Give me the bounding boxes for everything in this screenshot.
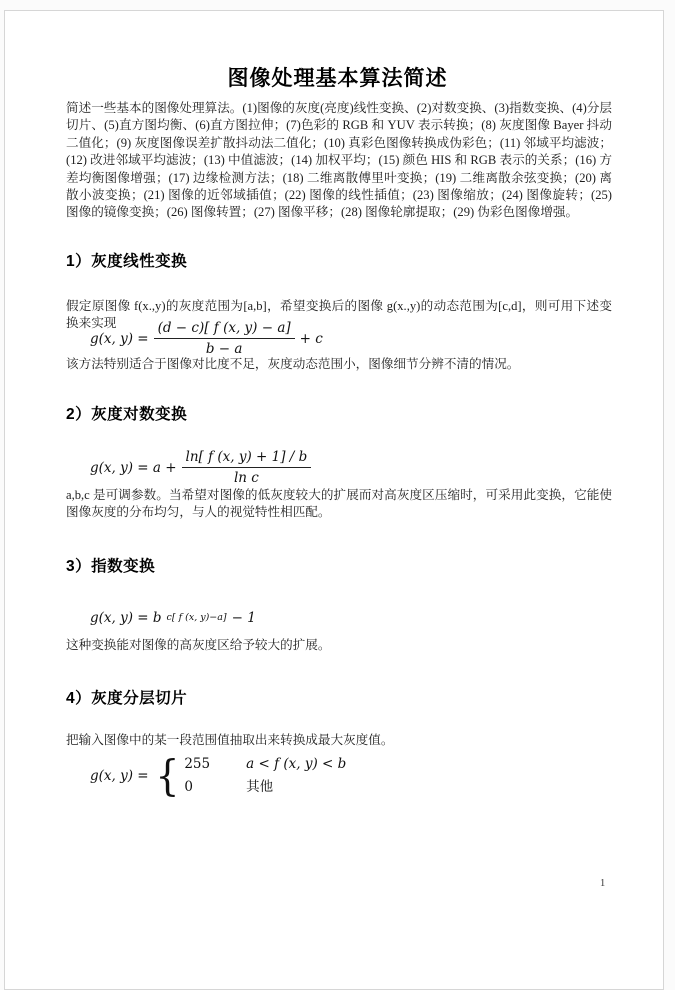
case-2-condition: 其他 xyxy=(246,779,274,796)
section-4-formula xyxy=(90,751,347,800)
fraction-denominator: b − a xyxy=(205,341,243,357)
section-4-intro: 把输入图像中的某一段范围值抽取出来转换成最大灰度值。 xyxy=(66,733,394,747)
section-1-intro: 假定原图像 f(x.,y)的灰度范围为[a,b]，希望变换后的图像 g(x.,y)的动态范围为[c,d]，则可用下述变换来实现 xyxy=(66,299,612,331)
section-2-formula xyxy=(90,449,311,486)
formula-suffix: − 1 xyxy=(231,610,256,626)
section-3-note: 这种变换能对图像的高灰度区给予较大的扩展。 xyxy=(66,638,331,652)
formula-lhs: g(x, y) = xyxy=(90,767,149,784)
document-title: 图像处理基本算法简述 xyxy=(227,66,448,90)
section-1-note: 该方法特别适合于图像对比度不足，灰度动态范围小，图像细节分辨不清的情况。 xyxy=(66,357,520,371)
case-2-value: 0 xyxy=(184,779,193,796)
intro-paragraph: 简述一些基本的图像处理算法。(1)图像的灰度(亮度)线性变换、(2)对数变换、(3)指数变换、(4)分层切片、(5)直方图均衡、(6)直方图拉伸；(7)色彩的 RGB 和 YUV 表示转换；(8) 灰度图像 Bayer 抖动二值化；(9) 灰度图像误差扩散抖动法二值化；(10) 真彩色图像转换成伪彩色；(11) 邻域平均滤波；(12) 改进邻域平均滤波；(13) 中值滤波；(14) 加权平均；(15) 颜色 HIS 和 RGB 表示的关系；(16) 方差均衡图像增强；(17) 边缘检测方法；(18) 二维离散傅里叶变换；(19) 二维离散余弦变换；(20) 离散小波变换；(21) 图像的近邻域插值；(22) 图像的线性插值；(23) 图像缩放；(24) 图像旋转；(25) 图像的镜像变换；(26) 图像转置；(27) 图像平移；(28) 图像轮廓提取；(29) 伪彩色图像增强。 xyxy=(66,101,612,220)
section-2-note: a,b,c 是可调参数。当希望对图像的低灰度较大的扩展而对高灰度区压缩时，可采用此变换，它能使图像灰度的分布均匀，与人的视觉特性相匹配。 xyxy=(66,488,612,520)
formula-base: g(x, y) = b xyxy=(90,610,162,626)
section-4-heading: 4）灰度分层切片 xyxy=(66,690,188,707)
section-1-formula xyxy=(90,320,323,357)
section-3-formula: g(x, y) = b c[ f (x, y)−a] − 1 xyxy=(90,610,256,626)
fraction-numerator: ln[ f (x, y) + 1] / b xyxy=(182,449,312,468)
page-number: 1 xyxy=(600,878,606,889)
section-1-heading: 1）灰度线性变换 xyxy=(66,253,188,270)
fraction xyxy=(182,449,312,486)
formula-lhs: g(x, y) = a + xyxy=(90,459,177,476)
case-1-condition: a < f (x, y) < b xyxy=(246,756,347,773)
case-grid xyxy=(184,756,346,795)
fraction-denominator: ln c xyxy=(233,470,259,486)
formula-suffix: + c xyxy=(299,330,323,347)
formula-lhs: g(x, y) = xyxy=(90,330,149,347)
piecewise-cases xyxy=(154,751,347,800)
section-2-heading: 2）灰度对数变换 xyxy=(66,406,188,423)
fraction-numerator: (d − c)[ f (x, y) − a] xyxy=(154,320,295,339)
fraction xyxy=(154,320,295,357)
section-3-heading: 3）指数变换 xyxy=(66,558,156,575)
left-brace: { xyxy=(154,751,180,800)
case-1-value: 255 xyxy=(184,756,211,773)
